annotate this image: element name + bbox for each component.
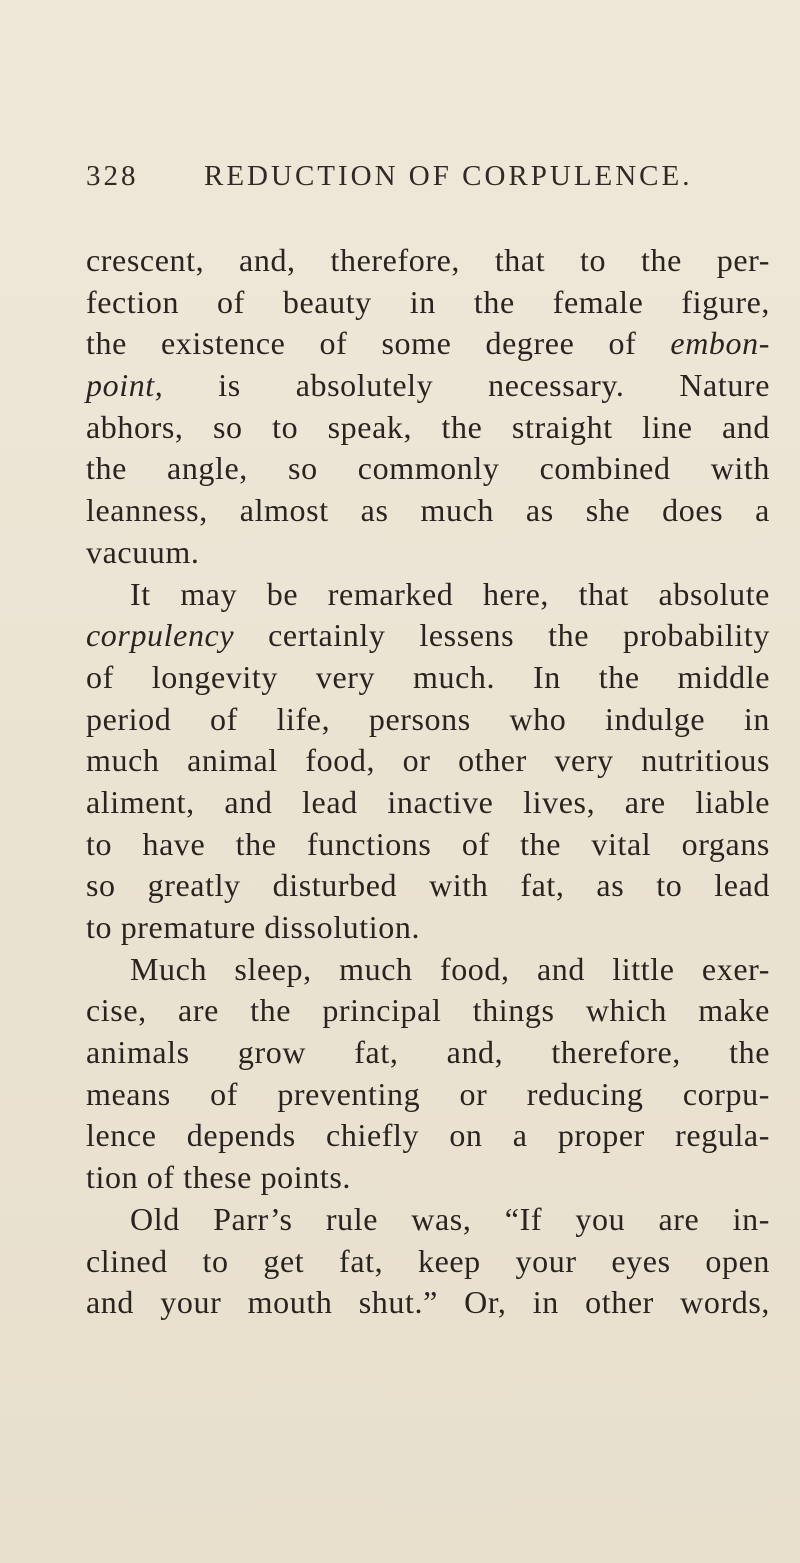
text-line-3	[86, 323, 770, 365]
text-line-6: the angle, so commonly combined with	[86, 450, 770, 487]
text-line-16: so greatly disturbed with fat, as to lead	[86, 867, 770, 904]
text-line-22: lence depends chiefly on a proper regula-	[86, 1117, 770, 1154]
text-line-15: to have the functions of the vital organs	[86, 825, 770, 862]
text-line-14: aliment, and lead inactive lives, are liable	[86, 783, 770, 820]
text-line-21: means of preventing or reducing corpu-	[86, 1075, 770, 1112]
italic-word-embon: embon-	[670, 325, 770, 362]
italic-word-corpulency: corpulency	[86, 617, 235, 654]
text-line-11: of longevity very much. In the middle	[86, 658, 770, 695]
text-line-10	[86, 615, 770, 657]
text-line-13: much animal food, or other very nutritious	[86, 742, 770, 779]
text-segment: is absolutely necessary. Nature	[163, 367, 770, 404]
text-line-9: It may be remarked here, that absolute	[130, 575, 770, 612]
text-line-18: Much sleep, much food, and little exer-	[130, 950, 770, 987]
text-segment: certainly lessens the probability	[234, 617, 770, 654]
text-line-2: fection of beauty in the female figure,	[86, 283, 770, 320]
text-line-4	[86, 365, 770, 407]
text-line-17: to premature dissolution.	[86, 909, 421, 945]
text-line-25: clined to get fat, keep your eyes open	[86, 1242, 770, 1279]
text-line-8: vacuum.	[86, 533, 200, 570]
page-number: 328	[86, 160, 139, 192]
text-line-7: leanness, almost as much as she does a	[86, 492, 770, 529]
text-line-24: Old Parr’s rule was, “If you are in-	[130, 1200, 770, 1237]
text-line-1: crescent, and, therefore, that to the per-	[86, 242, 770, 278]
italic-word-point: point,	[86, 367, 164, 404]
text-line-5: abhors, so to speak, the straight line and	[86, 408, 770, 445]
text-line-26: and your mouth shut.” Or, in other words,	[86, 1284, 770, 1321]
text-segment: the existence of some degree of	[86, 325, 671, 362]
text-line-12: period of life, persons who indulge in	[86, 700, 770, 737]
running-header	[86, 160, 776, 204]
text-line-19: cise, are the principal things which make	[86, 992, 770, 1029]
text-line-20: animals grow fat, and, therefore, the	[86, 1034, 770, 1071]
body-text	[86, 240, 770, 1324]
text-line-23: tion of these points.	[86, 1159, 352, 1196]
running-title: REDUCTION OF CORPULENCE.	[204, 160, 693, 192]
